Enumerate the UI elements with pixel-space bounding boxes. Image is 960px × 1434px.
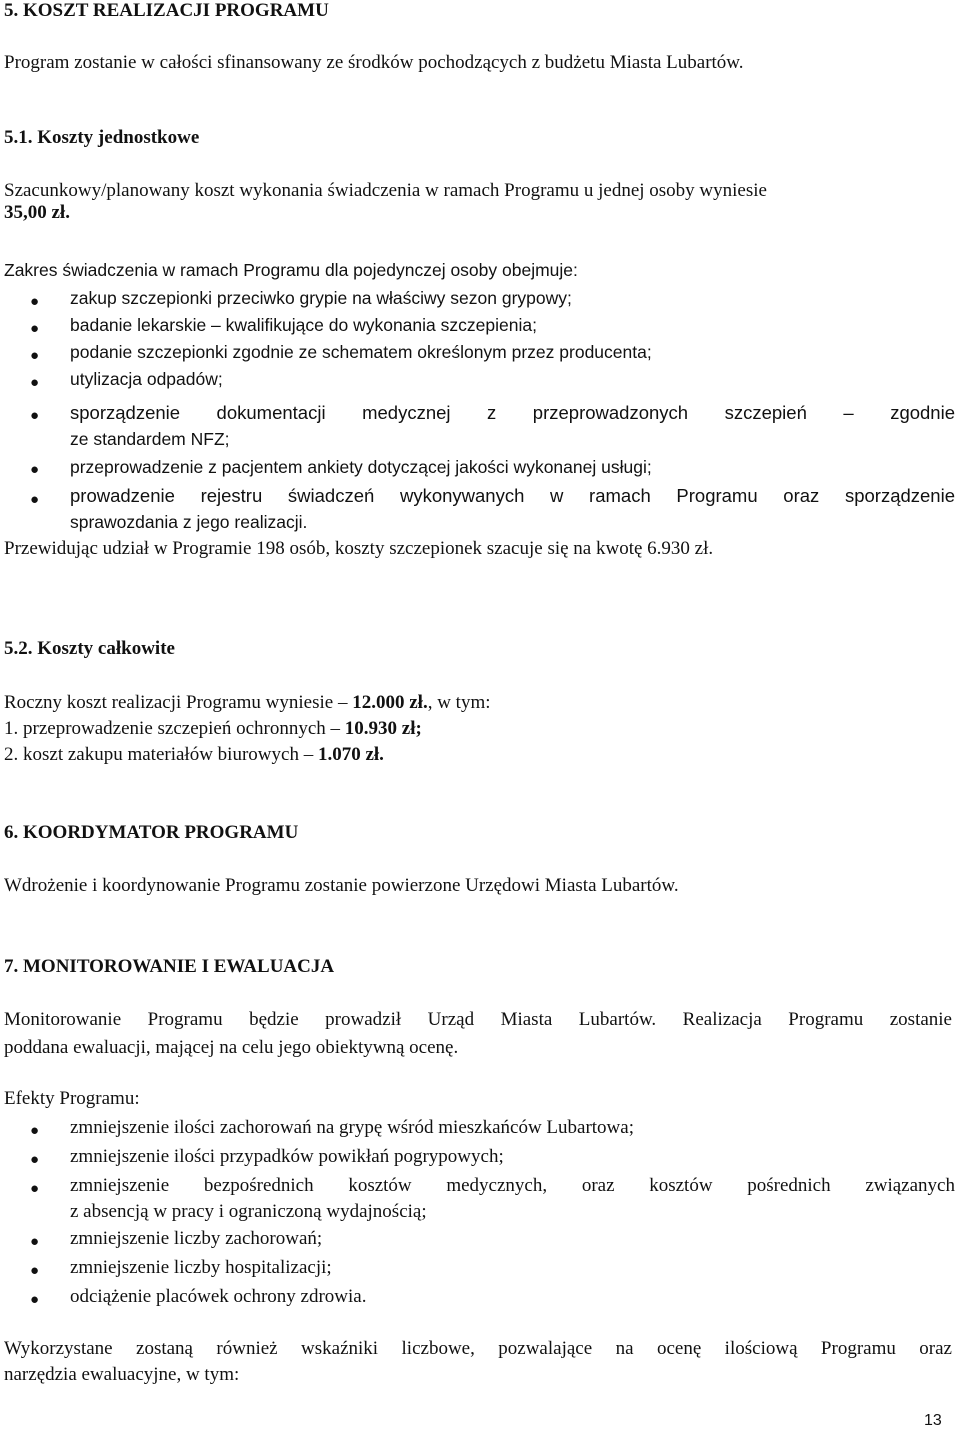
scope-intro: Zakres świadczenia w ramach Programu dla pojedynczej osoby obejmuje: — [4, 260, 578, 280]
unit-cost-line: Szacunkowy/planowany koszt wykonania świadczenia w ramach Programu u jednej osoby wyniesie — [4, 180, 767, 201]
final-paragraph: Wykorzystane zostaną również wskaźniki liczbowe, pozwalające na ocenę ilościową Programu oraz — [4, 1338, 952, 1359]
bullet-icon: ● — [30, 1152, 40, 1168]
list-item: sporządzenie dokumentacji medycznej z przeprowadzonych szczepień – zgodnie — [70, 402, 955, 423]
bullet-icon: ● — [30, 1181, 40, 1197]
list-item-continuation: sprawozdania z jego realizacji. — [70, 512, 308, 532]
list-item: zmniejszenie liczby zachorowań; — [70, 1228, 323, 1249]
section-7-heading: 7. MONITOROWANIE I EWALUACJA — [4, 956, 335, 977]
bullet-icon: ● — [30, 321, 40, 337]
effects-label: Efekty Programu: — [4, 1088, 140, 1109]
list-item: prowadzenie rejestru świadczeń wykonywanych w ramach Programu oraz sporządzenie — [70, 485, 955, 506]
list-item: badanie lekarskie – kwalifikujące do wykonania szczepienia; — [70, 315, 537, 335]
unit-cost-value: 35,00 zł. — [4, 202, 70, 223]
bullet-icon: ● — [30, 1263, 40, 1279]
list-item: zmniejszenie liczby hospitalizacji; — [70, 1257, 332, 1278]
list-item: utylizacja odpadów; — [70, 369, 223, 389]
total-cost-line: Roczny koszt realizacji Programu wyniesie – 12.000 zł., w tym: — [4, 692, 491, 713]
section-5-intro: Program zostanie w całości sfinansowany ze środków pochodzących z budżetu Miasta Lubartów. — [4, 52, 744, 73]
bullet-icon: ● — [30, 1234, 40, 1250]
forecast-text: Przewidując udział w Programie 198 osób, koszty szczepionek szacuje się na kwotę 6.930 zł. — [4, 538, 714, 559]
list-item: odciążenie placówek ochrony zdrowia. — [70, 1286, 367, 1307]
bullet-icon: ● — [30, 375, 40, 391]
bullet-icon: ● — [30, 408, 40, 424]
list-item-continuation: ze standardem NFZ; — [70, 429, 230, 449]
cost-item-2: 2. koszt zakupu materiałów biurowych – 1.070 zł. — [4, 744, 384, 765]
section-5-1-heading: 5.1. Koszty jednostkowe — [4, 127, 200, 148]
page-number: 13 — [924, 1412, 942, 1429]
bullet-icon: ● — [30, 1292, 40, 1308]
bullet-icon: ● — [30, 462, 40, 478]
section-7-paragraph-continuation: poddana ewaluacji, mającej na celu jego obiektywną ocenę. — [4, 1037, 459, 1058]
list-item: zmniejszenie ilości zachorowań na grypę wśród mieszkańców Lubartowa; — [70, 1117, 634, 1138]
list-item: zakup szczepionki przeciwko grypie na właściwy sezon grypowy; — [70, 288, 572, 308]
final-paragraph-continuation: narzędzia ewaluacyjne, w tym: — [4, 1364, 240, 1385]
list-item-continuation: z absencją w pracy i ograniczoną wydajnością; — [70, 1201, 427, 1222]
section-5-2-heading: 5.2. Koszty całkowite — [4, 638, 175, 659]
bullet-icon: ● — [30, 1123, 40, 1139]
section-6-heading: 6. KOORDYMATOR PROGRAMU — [4, 822, 299, 843]
list-item: zmniejszenie ilości przypadków powikłań pogrypowych; — [70, 1146, 504, 1167]
bullet-icon: ● — [30, 348, 40, 364]
list-item: przeprowadzenie z pacjentem ankiety dotyczącej jakości wykonanej usługi; — [70, 457, 652, 477]
list-item: podanie szczepionki zgodnie ze schematem określonym przez producenta; — [70, 342, 652, 362]
section-5-heading: 5. KOSZT REALIZACJI PROGRAMU — [4, 0, 329, 21]
bullet-icon: ● — [30, 294, 40, 310]
section-7-paragraph: Monitorowanie Programu będzie prowadził Urząd Miasta Lubartów. Realizacja Programu zostanie — [4, 1009, 952, 1030]
bullet-icon: ● — [30, 492, 40, 508]
list-item: zmniejszenie bezpośrednich kosztów medycznych, oraz kosztów pośrednich związanych — [70, 1175, 955, 1196]
cost-item-1: 1. przeprowadzenie szczepień ochronnych – 10.930 zł; — [4, 718, 422, 739]
section-6-text: Wdrożenie i koordynowanie Programu zostanie powierzone Urzędowi Miasta Lubartów. — [4, 875, 679, 896]
